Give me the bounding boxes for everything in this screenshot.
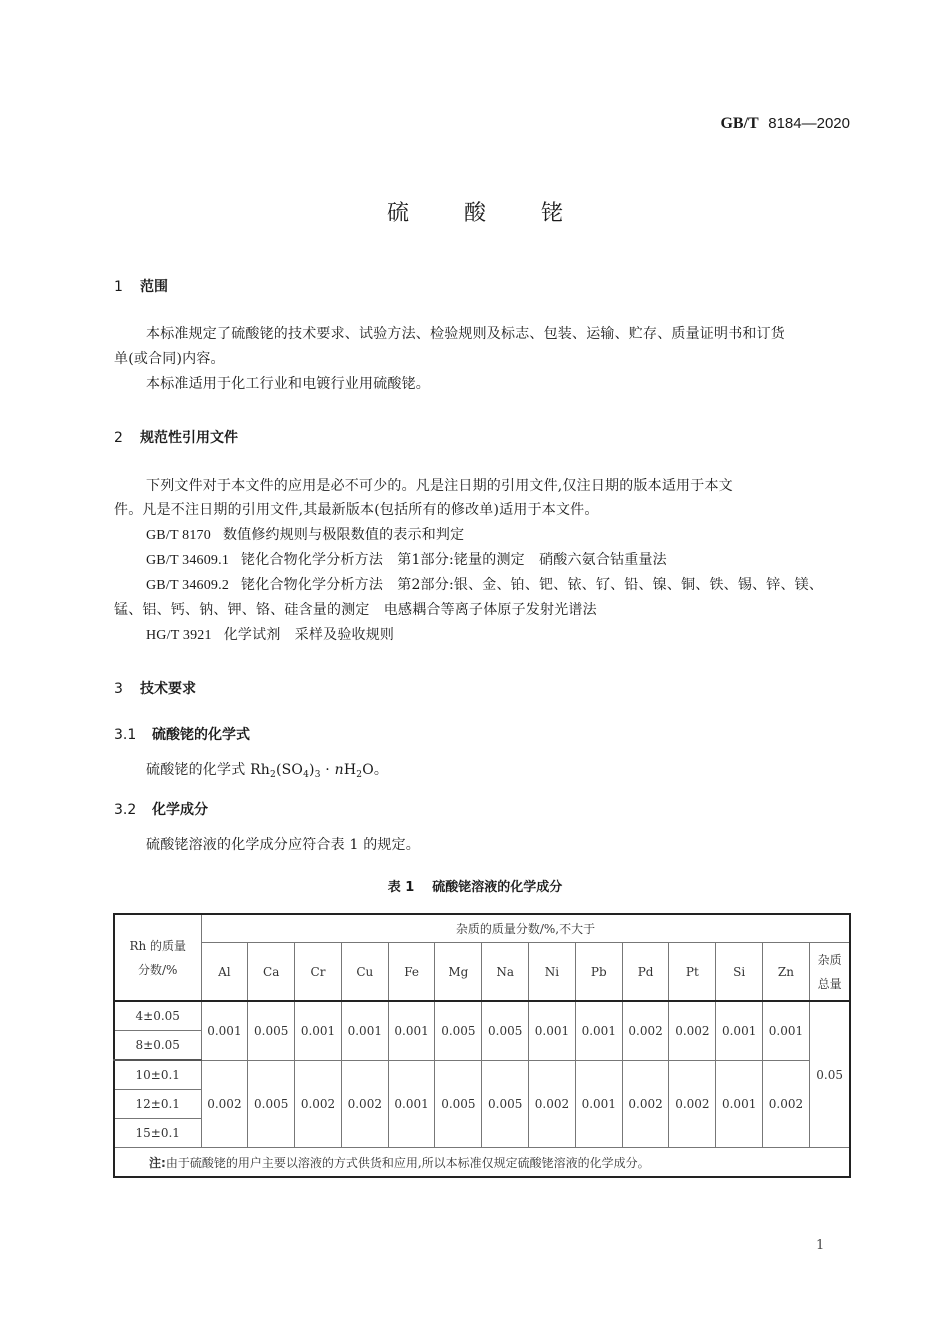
scope-paragraph-1: 本标准规定了硫酸铑的技术要求、试验方法、检验规则及标志、包装、运输、贮存、质量证明书和订货 xyxy=(146,326,785,342)
reference-item xyxy=(114,573,882,598)
element-header-pd: Pd xyxy=(622,943,669,1002)
chemical-composition-table xyxy=(113,913,851,1178)
document-title xyxy=(0,196,950,227)
rh-value: 8±0.05 xyxy=(114,1031,201,1061)
section-2-heading: 2 规范性引用文件 xyxy=(114,430,238,446)
rh-mass-fraction-header: Rh 的质量 分数/% xyxy=(114,914,201,1001)
reference-title: 化学试剂 采样及验收规则 xyxy=(223,627,395,643)
section-1-title: 范围 xyxy=(140,279,168,295)
section-3-heading: 3 技术要求 xyxy=(114,681,196,697)
note-label: 注: xyxy=(149,1155,166,1170)
chemical-composition-text: 硫酸铑溶液的化学成分应符合表 1 的规定。 xyxy=(146,837,421,853)
impurity-value: 0.002 xyxy=(669,1001,716,1060)
element-header-mg: Mg xyxy=(435,943,482,1002)
impurity-value: 0.002 xyxy=(529,1060,576,1148)
rh-value: 15±0.1 xyxy=(114,1119,201,1148)
page-number: 1 xyxy=(816,1238,825,1253)
references-intro-1: 下列文件对于本文件的应用是必不可少的。凡是注日期的引用文件,仅注日期的版本适用于本文 xyxy=(146,478,733,494)
impurity-value: 0.005 xyxy=(482,1001,529,1060)
element-header-zn: Zn xyxy=(763,943,810,1002)
table-note-row xyxy=(114,1148,850,1178)
title-char: 铑 xyxy=(541,201,564,226)
impurity-value: 0.002 xyxy=(669,1060,716,1148)
impurity-value: 0.002 xyxy=(763,1060,810,1148)
impurity-value: 0.005 xyxy=(248,1060,295,1148)
table-row xyxy=(114,1060,850,1090)
standard-number: 8184—2020 xyxy=(768,115,850,132)
section-3-title: 技术要求 xyxy=(140,681,196,697)
standard-code xyxy=(690,114,850,133)
impurity-value: 0.001 xyxy=(716,1060,763,1148)
section-2-title: 规范性引用文件 xyxy=(140,430,238,446)
title-char: 硫 xyxy=(386,201,409,226)
section-1-heading: 1 范围 xyxy=(114,279,168,295)
element-header-si: Si xyxy=(716,943,763,1002)
impurity-value: 0.005 xyxy=(482,1060,529,1148)
reference-item-continuation: 锰、铝、钙、钠、钾、铬、硅含量的测定 电感耦合等离子体原子发射光谱法 xyxy=(114,602,597,618)
impurity-value: 0.001 xyxy=(201,1001,248,1060)
table-caption xyxy=(0,876,950,895)
impurity-value: 0.002 xyxy=(341,1060,388,1148)
standard-prefix: GB/T xyxy=(720,115,759,132)
impurity-value: 0.001 xyxy=(388,1001,435,1060)
impurity-value: 0.001 xyxy=(575,1001,622,1060)
impurity-value: 0.001 xyxy=(716,1001,763,1060)
reference-title: 铑化合物化学分析方法 第2部分:银、金、铂、钯、铱、钌、铅、镍、铜、铁、锡、锌、镁、 xyxy=(241,577,824,593)
reference-code: HG/T 3921 xyxy=(146,628,212,643)
impurity-value: 0.002 xyxy=(622,1060,669,1148)
total-impurity-value: 0.05 xyxy=(809,1001,850,1148)
impurity-value: 0.005 xyxy=(435,1060,482,1148)
element-header-ca: Ca xyxy=(248,943,295,1002)
reference-item xyxy=(114,548,882,573)
title-char: 酸 xyxy=(463,201,486,226)
element-header-pt: Pt xyxy=(669,943,716,1002)
element-header-ni: Ni xyxy=(529,943,576,1002)
scope-paragraph-1-cont: 单(或合同)内容。 xyxy=(114,351,225,367)
reference-title: 数值修约规则与极限数值的表示和判定 xyxy=(222,527,465,543)
rh-value: 10±0.1 xyxy=(114,1060,201,1090)
impurity-header: 杂质的质量分数/%,不大于 xyxy=(201,914,850,943)
impurity-value: 0.001 xyxy=(575,1060,622,1148)
rh-value: 4±0.05 xyxy=(114,1001,201,1031)
impurity-value: 0.002 xyxy=(201,1060,248,1148)
table-note xyxy=(114,1148,850,1178)
reference-code: GB/T 34609.2 xyxy=(146,578,230,593)
impurity-value: 0.001 xyxy=(763,1001,810,1060)
table-row xyxy=(114,1001,850,1031)
element-header-al: Al xyxy=(201,943,248,1002)
table-number: 表 1 xyxy=(387,880,415,895)
rh-value: 12±0.1 xyxy=(114,1090,201,1119)
section-3-1-title: 硫酸铑的化学式 xyxy=(152,727,250,743)
table-title: 硫酸铑溶液的化学成分 xyxy=(432,880,563,895)
chemical-formula-text: 硫酸铑的化学式 $Rh_2(SO_4)_3 \cdot nH_2O$。 xyxy=(146,762,389,780)
scope-paragraph-2: 本标准适用于化工行业和电镀行业用硫酸铑。 xyxy=(146,376,430,392)
total-impurity-header: 杂质 总量 xyxy=(809,943,850,1002)
impurity-value: 0.005 xyxy=(248,1001,295,1060)
reference-code: GB/T 34609.1 xyxy=(146,553,230,568)
section-3-1-heading: 3.1 硫酸铑的化学式 xyxy=(114,727,250,743)
element-header-pb: Pb xyxy=(575,943,622,1002)
element-header-fe: Fe xyxy=(388,943,435,1002)
references-intro-2: 件。凡是不注日期的引用文件,其最新版本(包括所有的修改单)适用于本文件。 xyxy=(114,502,599,518)
impurity-value: 0.001 xyxy=(388,1060,435,1148)
impurity-value: 0.001 xyxy=(341,1001,388,1060)
section-3-2-heading: 3.2 化学成分 xyxy=(114,802,208,818)
reference-item xyxy=(114,623,882,648)
impurity-value: 0.001 xyxy=(295,1001,342,1060)
impurity-value: 0.005 xyxy=(435,1001,482,1060)
element-header-cr: Cr xyxy=(295,943,342,1002)
chemical-formula: $Rh_2(SO_4)_3 \cdot nH_2O$。 xyxy=(250,762,389,780)
element-header-na: Na xyxy=(482,943,529,1002)
reference-title: 铑化合物化学分析方法 第1部分:铑量的测定 硝酸六氨合钴重量法 xyxy=(241,552,667,568)
impurity-value: 0.002 xyxy=(622,1001,669,1060)
note-text: 由于硫酸铑的用户主要以溶液的方式供货和应用,所以本标准仅规定硫酸铑溶液的化学成分。 xyxy=(165,1155,650,1170)
impurity-value: 0.002 xyxy=(295,1060,342,1148)
element-header-cu: Cu xyxy=(341,943,388,1002)
section-3-2-title: 化学成分 xyxy=(152,802,208,818)
reference-code: GB/T 8170 xyxy=(146,528,211,543)
reference-item xyxy=(114,523,882,548)
impurity-value: 0.001 xyxy=(529,1001,576,1060)
